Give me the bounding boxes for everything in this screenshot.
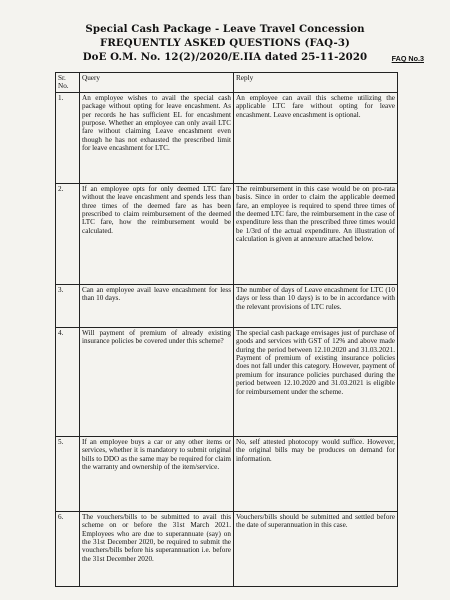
header-line-1: Special Cash Package - Leave Travel Concession xyxy=(85,23,365,35)
table-row xyxy=(56,284,398,327)
row-sr: 3. xyxy=(56,284,80,327)
row-query: Will payment of premium of already existing insurance policies be covered under this scheme? xyxy=(80,327,234,436)
row-query: An employee wishes to avail the special cash package without opting for leave encashment. As per records he has sufficient EL for encashment purpose. Whether an employee can only avail LTC fare without claiming Leave encashment even though he has not exhausted the prescribed limit for leave encashment for LTC. xyxy=(80,92,234,183)
row-query: If an employee buys a car or any other items or services, whether it is mandatory to submit original bills to DDO as the same may be required for claim the warranty and ownership of the item/service. xyxy=(80,436,234,511)
table-row xyxy=(56,183,398,284)
table-row xyxy=(56,327,398,436)
row-sr: 2. xyxy=(56,183,80,284)
column-header-reply: Reply xyxy=(234,73,398,93)
row-reply: An employee can avail this scheme utilizing the applicable LTC fare without opting for leave encashment. Leave encashment is optional. xyxy=(234,92,398,183)
faq-table xyxy=(55,72,398,587)
table-header-row xyxy=(56,73,398,93)
row-query: If an employee opts for only deemed LTC fare without the leave encashment and spends less than three times of the deemed fare as has been prescribed to claim reimbursement of the deemed LTC fare, how the reimbursement would be calculated. xyxy=(80,183,234,284)
faq-number: FAQ No.3 xyxy=(391,54,424,63)
row-reply: The reimbursement in this case would be on pro-rata basis. Since in order to claim the applicable deemed fare, an employee is required to spend three times of the deemed LTC fare, the reimbursement in the case of expenditure less than the prescribed three times would be 1/3rd of the actual expenditure. An illustration of calculation is given at annexure attached below. xyxy=(234,183,398,284)
row-reply: Vouchers/bills should be submitted and settled before the date of superannuation in this case. xyxy=(234,511,398,586)
row-sr: 1. xyxy=(56,92,80,183)
row-sr: 5. xyxy=(56,436,80,511)
document-header xyxy=(0,22,450,64)
row-query: Can an employee avail leave encashment for less than 10 days. xyxy=(80,284,234,327)
table-row xyxy=(56,436,398,511)
row-query: The vouchers/bills to be submitted to avail this scheme on or before the 31st March 2021. Employees who are due to superannuate (say) on the 31st December 2020, be required to submit the vouchers/bills before his superannuation i.e. before the 31st December 2020. xyxy=(80,511,234,586)
row-reply: The special cash package envisages just of purchase of goods and services with GST of 12% and above made during the period between 12.10.2020 and 31.03.2021. Payment of premium of existing insurance policies does not fall under this category. However, payment of premium for insurance policies purchased during the period between 12.10.2020 and 31.03.2021 is eligible for reimbursement under the scheme. xyxy=(234,327,398,436)
column-header-sr: Sr. No. xyxy=(56,73,80,93)
row-reply: The number of days of Leave encashment for LTC (10 days or less than 10 days) is to be in accordance with the relevant provisions of LTC rules. xyxy=(234,284,398,327)
column-header-query: Query xyxy=(80,73,234,93)
row-reply: No, self attested photocopy would suffice. However, the original bills may be produces on demand for information. xyxy=(234,436,398,511)
row-sr: 6. xyxy=(56,511,80,586)
table-row xyxy=(56,511,398,586)
header-line-3: DoE O.M. No. 12(2)/2020/E.IIA dated 25-11-2020 xyxy=(82,51,368,63)
header-line-2: FREQUENTLY ASKED QUESTIONS (FAQ-3) xyxy=(100,37,350,49)
table-row xyxy=(56,92,398,183)
row-sr: 4. xyxy=(56,327,80,436)
